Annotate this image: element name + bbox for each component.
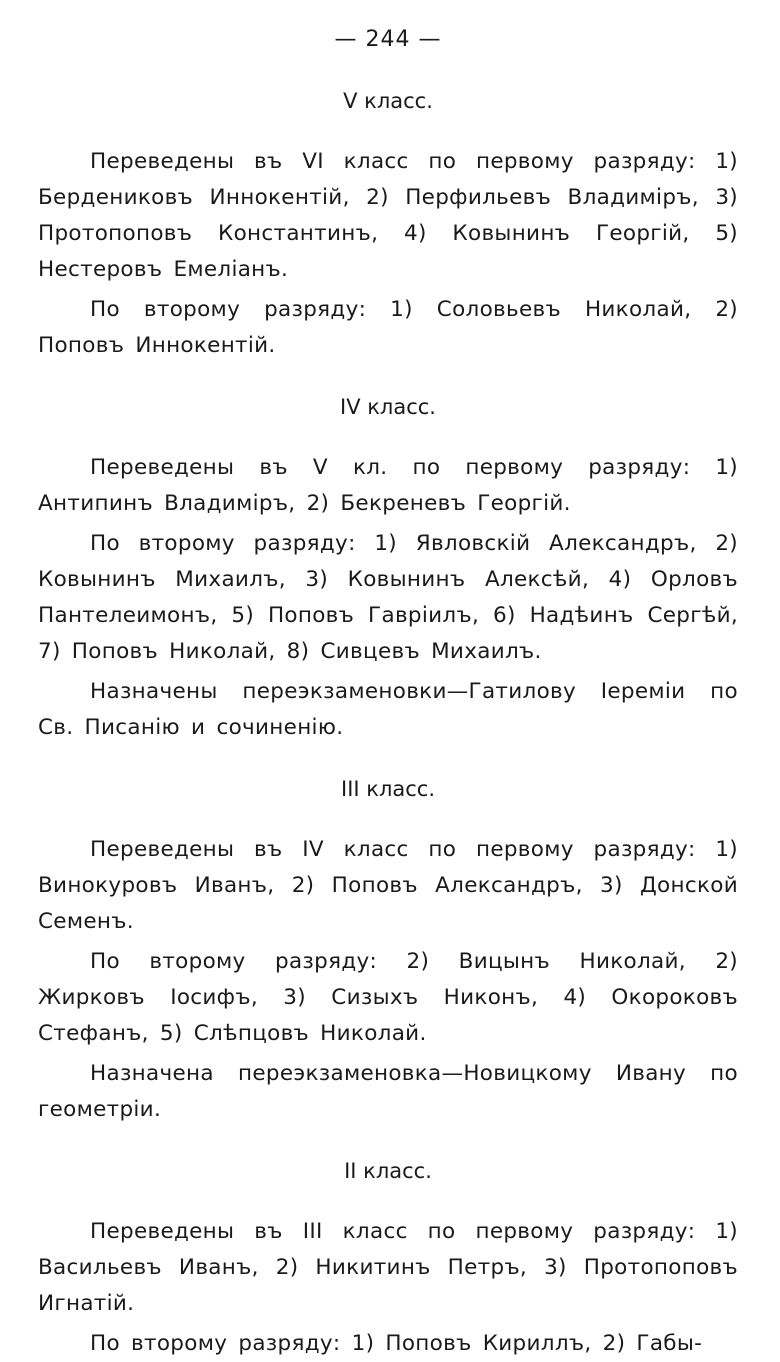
section-heading: II класс. (344, 1159, 432, 1183)
page-number: — 244 — (334, 27, 442, 52)
section-class-3 (38, 772, 738, 1128)
paragraph: Переведены въ VI класс по первому разряду: 1) Бердениковъ Иннокентiй, 2) Перфильевъ Владимiръ, 3) Протопоповъ Константинъ, 4) Ковынинъ Георгiй, 5) Нестеровъ Емелiанъ. (38, 149, 738, 282)
paragraph: Назначены переэкзаменовки—Гатилову Iеремiи по Св. Писанiю и сочиненiю. (38, 679, 738, 740)
section-heading: V класс. (343, 89, 433, 113)
section-heading: IV класс. (340, 395, 436, 419)
paragraph: Назначена переэкзаменовка—Новицкому Ивану по геометрiи. (38, 1061, 738, 1122)
section-class-2 (38, 1154, 738, 1362)
section-class-4 (38, 390, 738, 746)
section-class-5 (38, 84, 738, 364)
paragraph: По второму разряду: 2) Вицынъ Николай, 2) Жирковъ Iосифъ, 3) Сизыхъ Никонъ, 4) Окороковъ Стефанъ, 5) Слѣпцовъ Николай. (38, 949, 738, 1046)
paragraph: Переведены въ III класс по первому разряду: 1) Васильевъ Иванъ, 2) Никитинъ Петръ, 3) Протопоповъ Игнатiй. (38, 1219, 738, 1316)
paragraph: По второму разряду: 1) Явловскiй Александръ, 2) Ковынинъ Михаилъ, 3) Ковынинъ Алексѣй, 4) Орловъ Пантелеимонъ, 5) Поповъ Гаврiилъ, 6) Надѣинъ Сергѣй, 7) Поповъ Николай, 8) Сивцевъ Михаилъ. (38, 531, 738, 664)
paragraph: Переведены въ V кл. по первому разряду: 1) Антипинъ Владимiръ, 2) Бекреневъ Георгiй. (38, 455, 738, 516)
section-heading: III класс. (341, 777, 435, 801)
paragraph: По второму разряду: 1) Поповъ Кириллъ, 2) Габы- (90, 1331, 703, 1356)
paragraph: Переведены въ IV класс по первому разряду: 1) Винокуровъ Иванъ, 2) Поповъ Александръ, 3) Донской Семенъ. (38, 837, 738, 934)
paragraph: По второму разряду: 1) Соловьевъ Николай, 2) Поповъ Иннокентiй. (38, 297, 738, 358)
